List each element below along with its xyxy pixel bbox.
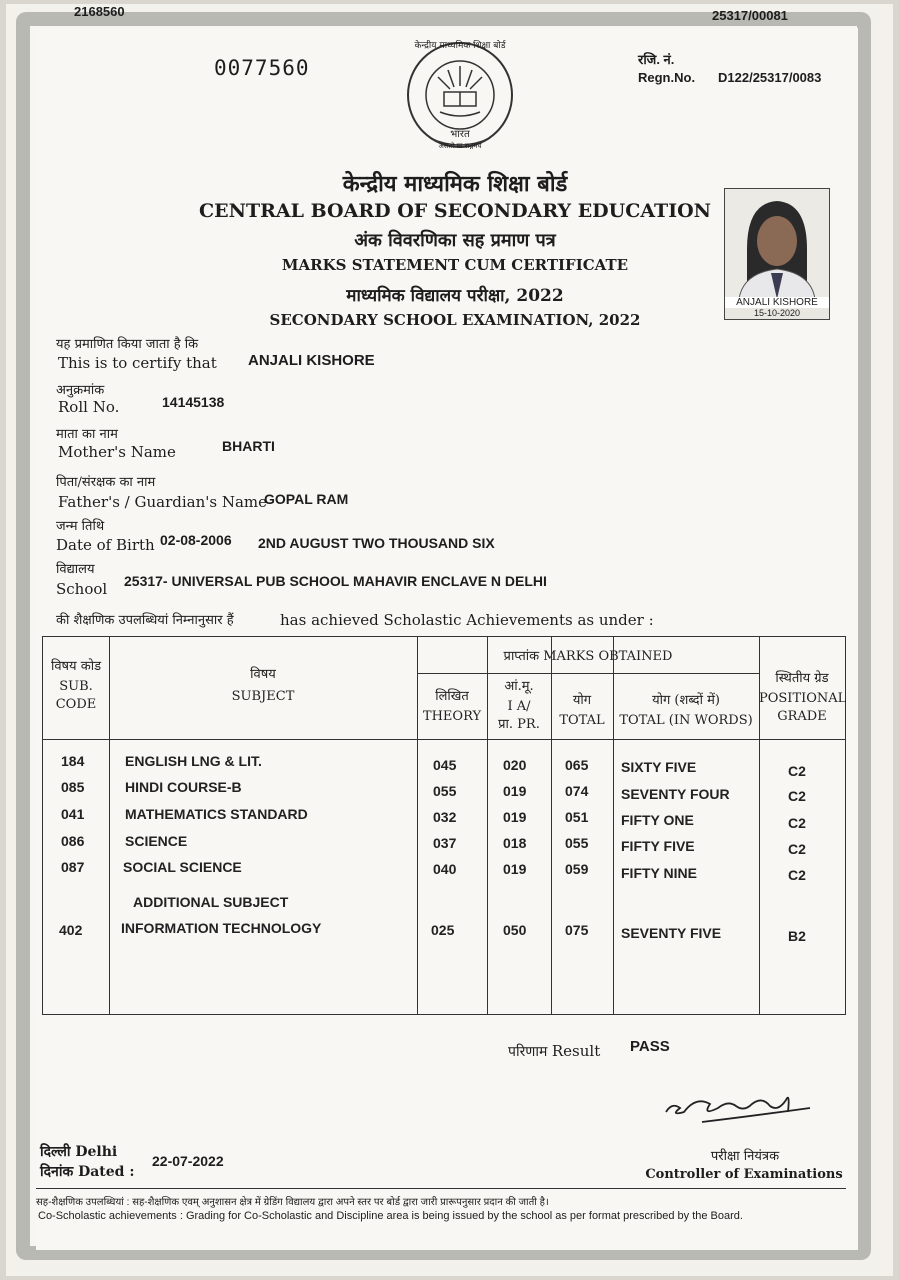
row-code: 086 bbox=[61, 833, 85, 849]
mother-name: BHARTI bbox=[222, 438, 275, 454]
marks-table bbox=[42, 636, 846, 1015]
certify-label-hindi: यह प्रमाणित किया जाता है कि bbox=[56, 337, 199, 352]
row-subject: HINDI COURSE-B bbox=[125, 779, 242, 795]
emblem-ring-text: केन्द्रीय माध्यमिक शिक्षा बोर्ड bbox=[414, 41, 506, 51]
header-grade-hindi: स्थितीय ग्रेड bbox=[775, 671, 829, 686]
row-subject: SOCIAL SCIENCE bbox=[123, 859, 242, 875]
controller-signature bbox=[662, 1082, 812, 1128]
header-marks-obtained: प्राप्तांक MARKS OBTAINED bbox=[503, 649, 673, 664]
dated-label: दिनांक Dated : bbox=[40, 1164, 135, 1180]
header-grade-2: GRADE bbox=[777, 709, 827, 724]
mother-label-hindi: माता का नाम bbox=[56, 427, 118, 442]
header-code-hindi: विषय कोड bbox=[50, 659, 102, 674]
co-scholastic-note: Co-Scholastic achievements : Grading for Co-Scholastic and Discipline area is being issued by the school as per format prescribed by the Board. bbox=[38, 1210, 743, 1222]
board-name-hindi: केन्द्रीय माध्यमिक शिक्षा बोर्ड bbox=[342, 171, 568, 197]
emblem-motto: असतो मा सद्गमय bbox=[438, 142, 482, 150]
row-grade: B2 bbox=[788, 928, 806, 944]
emblem-country: भारत bbox=[450, 129, 470, 140]
row-total: 059 bbox=[565, 861, 589, 877]
row-grade: C2 bbox=[788, 867, 806, 883]
row-total-words: SEVENTY FIVE bbox=[621, 925, 722, 941]
controller-title: Controller of Examinations bbox=[645, 1167, 843, 1182]
issue-date: 22-07-2022 bbox=[152, 1153, 224, 1169]
dob-value: 02-08-2006 bbox=[160, 532, 232, 548]
row-grade: C2 bbox=[788, 815, 806, 831]
row-total: 074 bbox=[565, 783, 589, 799]
regn-label-hindi: रजि. नं. bbox=[638, 52, 675, 67]
certify-label: This is to certify that bbox=[58, 354, 217, 372]
row-total: 051 bbox=[565, 809, 589, 825]
achievements-label: has achieved Scholastic Achievements as under : bbox=[280, 611, 654, 629]
header-ia-hindi: आं.मू. bbox=[504, 679, 534, 694]
regn-label: Regn.No. bbox=[638, 70, 696, 85]
row-code: 184 bbox=[61, 753, 85, 769]
header-total-hindi: योग bbox=[572, 693, 592, 708]
father-label: Father's / Guardian's Name bbox=[58, 493, 267, 511]
header-code-sub: SUB. bbox=[59, 679, 93, 694]
student-name: ANJALI KISHORE bbox=[248, 352, 375, 369]
result-label: परिणाम Result bbox=[508, 1042, 601, 1060]
row-total-words: FIFTY ONE bbox=[621, 812, 694, 828]
row-ia: 018 bbox=[503, 835, 527, 851]
row-theory: 045 bbox=[433, 757, 457, 773]
header-theory-hindi: लिखित bbox=[435, 689, 469, 704]
place-label: दिल्ली Delhi bbox=[40, 1144, 118, 1160]
row-total-words: SIXTY FIVE bbox=[621, 759, 697, 775]
row-subject: SCIENCE bbox=[125, 833, 188, 849]
row-subject: MATHEMATICS STANDARD bbox=[125, 806, 308, 822]
row-theory: 025 bbox=[431, 922, 455, 938]
roll-number: 14145138 bbox=[162, 394, 225, 410]
regn-number: D122/25317/0083 bbox=[718, 70, 822, 85]
top-right-number: 25317/00081 bbox=[712, 8, 788, 23]
row-total-words: FIFTY FIVE bbox=[621, 838, 695, 854]
header-ia: I A/ bbox=[507, 699, 531, 714]
row-total: 075 bbox=[565, 922, 589, 938]
serial-number: 0077560 bbox=[214, 56, 310, 80]
row-code: 087 bbox=[61, 859, 85, 875]
row-ia: 020 bbox=[503, 757, 527, 773]
header-grade: POSITIONAL bbox=[759, 691, 847, 706]
header-total-words: TOTAL (IN WORDS) bbox=[619, 713, 753, 728]
row-grade: C2 bbox=[788, 763, 806, 779]
row-subject: INFORMATION TECHNOLOGY bbox=[121, 920, 322, 936]
row-code: 085 bbox=[61, 779, 85, 795]
father-name: GOPAL RAM bbox=[264, 491, 349, 507]
row-ia: 019 bbox=[503, 861, 527, 877]
row-ia: 019 bbox=[503, 783, 527, 799]
row-ia: 050 bbox=[503, 922, 527, 938]
top-left-number: 2168560 bbox=[74, 4, 125, 19]
footer-divider bbox=[36, 1188, 846, 1189]
dob-label-hindi: जन्म तिथि bbox=[56, 519, 105, 534]
photo-caption-date: 15-10-2020 bbox=[753, 308, 801, 318]
controller-title-hindi: परीक्षा नियंत्रक bbox=[710, 1149, 780, 1164]
portrait-icon bbox=[725, 189, 829, 299]
result-value: PASS bbox=[630, 1038, 670, 1055]
photo-caption-name: ANJALI KISHORE bbox=[725, 297, 829, 308]
achievements-label-hindi: की शैक्षणिक उपलब्धियां निम्नानुसार हैं bbox=[56, 613, 234, 628]
mother-label: Mother's Name bbox=[58, 443, 176, 461]
certificate-title-hindi: अंक विवरणिका सह प्रमाण पत्र bbox=[354, 230, 556, 251]
certificate-title: MARKS STATEMENT CUM CERTIFICATE bbox=[281, 256, 629, 274]
header-subject: SUBJECT bbox=[231, 689, 295, 704]
co-scholastic-note-hindi: सह-शैक्षणिक उपलब्धियां : सह-शैक्षणिक एवम् अनुशासन क्षेत्र में ग्रेडिंग विद्यालय द्वारा अपने स्तर पर बोर्ड द्वारा जारी प्रारूपनुसार प्रदान की जाती है। bbox=[36, 1197, 549, 1208]
roll-label: Roll No. bbox=[58, 398, 120, 416]
dob-label: Date of Birth bbox=[56, 536, 155, 554]
row-theory: 040 bbox=[433, 861, 457, 877]
student-photo bbox=[724, 188, 830, 320]
row-code: 041 bbox=[61, 806, 85, 822]
father-label-hindi: पिता/संरक्षक का नाम bbox=[56, 475, 156, 490]
row-grade: C2 bbox=[788, 788, 806, 804]
row-code: 402 bbox=[59, 922, 83, 938]
row-total: 055 bbox=[565, 835, 589, 851]
school-name: 25317- UNIVERSAL PUB SCHOOL MAHAVIR ENCLAVE N DELHI bbox=[124, 573, 547, 589]
row-ia: 019 bbox=[503, 809, 527, 825]
dob-in-words: 2ND AUGUST TWO THOUSAND SIX bbox=[258, 535, 495, 551]
header-practical: प्रा. PR. bbox=[498, 717, 540, 732]
row-theory: 037 bbox=[433, 835, 457, 851]
header-theory: THEORY bbox=[422, 709, 482, 724]
header-code: CODE bbox=[55, 697, 97, 712]
additional-subject-label: ADDITIONAL SUBJECT bbox=[133, 894, 289, 910]
row-total: 065 bbox=[565, 757, 589, 773]
row-theory: 055 bbox=[433, 783, 457, 799]
roll-label-hindi: अनुक्रमांक bbox=[56, 383, 105, 398]
board-name: CENTRAL BOARD OF SECONDARY EDUCATION bbox=[199, 200, 711, 222]
row-grade: C2 bbox=[788, 841, 806, 857]
school-label: School bbox=[56, 580, 108, 598]
row-theory: 032 bbox=[433, 809, 457, 825]
row-total-words: FIFTY NINE bbox=[621, 865, 697, 881]
row-total-words: SEVENTY FOUR bbox=[621, 786, 730, 802]
exam-name: SECONDARY SCHOOL EXAMINATION, 2022 bbox=[269, 311, 641, 329]
header-total: TOTAL bbox=[559, 713, 605, 728]
school-label-hindi: विद्यालय bbox=[56, 562, 95, 577]
exam-name-hindi: माध्यमिक विद्यालय परीक्षा, 2022 bbox=[346, 286, 564, 306]
row-subject: ENGLISH LNG & LIT. bbox=[125, 753, 262, 769]
header-subject-hindi: विषय bbox=[250, 667, 276, 682]
signature-icon bbox=[662, 1082, 812, 1128]
header-total-words-hindi: योग (शब्दों में) bbox=[652, 693, 720, 708]
cbse-emblem bbox=[400, 40, 520, 160]
